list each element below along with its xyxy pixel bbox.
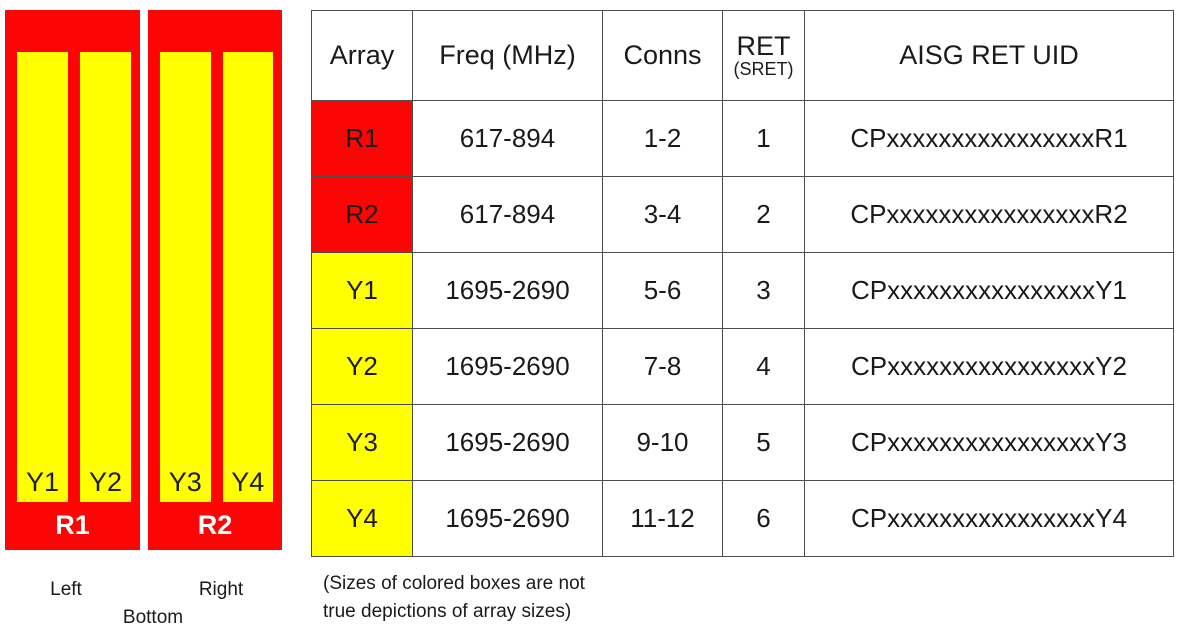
array-bar-label-y4: Y4	[231, 467, 265, 497]
array-bar-label-y2: Y2	[88, 467, 123, 497]
table-row	[312, 177, 1174, 253]
cell-ret: 2	[723, 177, 805, 253]
orientation-label-bottom: Bottom	[122, 607, 184, 628]
table-header-row	[312, 11, 1174, 101]
orientation-label-left: Left	[50, 579, 82, 600]
cell-uid: CPxxxxxxxxxxxxxxxxY2	[805, 329, 1174, 405]
col-header-array: Array	[312, 11, 413, 101]
array-bar-label-y1: Y1	[25, 467, 60, 497]
size-disclaimer-note	[323, 570, 585, 626]
cell-conns: 9-10	[603, 405, 723, 481]
cell-ret: 4	[723, 329, 805, 405]
col-header-uid: AISG RET UID	[805, 11, 1174, 101]
size-disclaimer-line2: true depictions of array sizes)	[323, 601, 572, 622]
array-bars-r1	[17, 52, 131, 502]
ret-spec-table	[311, 10, 1174, 557]
col-header-conns: Conns	[603, 11, 723, 101]
cell-conns: 7-8	[603, 329, 723, 405]
cell-freq: 1695-2690	[413, 253, 603, 329]
table-row	[312, 253, 1174, 329]
antenna-panel-r2	[148, 10, 282, 550]
array-bars-r2	[160, 52, 273, 502]
array-bar-y3	[160, 52, 211, 502]
cell-array: Y4	[312, 481, 413, 557]
cell-freq: 617-894	[413, 177, 603, 253]
cell-conns: 5-6	[603, 253, 723, 329]
cell-conns: 1-2	[603, 101, 723, 177]
orientation-label-right: Right	[198, 579, 244, 600]
array-bar-label-y3: Y3	[168, 467, 202, 497]
array-bar-y1	[17, 52, 68, 502]
cell-ret: 3	[723, 253, 805, 329]
cell-conns: 11-12	[603, 481, 723, 557]
table-row	[312, 481, 1174, 557]
size-disclaimer-line1: (Sizes of colored boxes are not	[323, 573, 585, 594]
table-row	[312, 101, 1174, 177]
cell-uid: CPxxxxxxxxxxxxxxxxR1	[805, 101, 1174, 177]
cell-freq: 1695-2690	[413, 481, 603, 557]
panel-label-r2: R2	[197, 510, 233, 540]
table-row	[312, 405, 1174, 481]
cell-array: R1	[312, 101, 413, 177]
col-header-ret-sub: (SRET)	[733, 59, 794, 79]
panel-label-r1: R1	[55, 510, 90, 540]
cell-uid: CPxxxxxxxxxxxxxxxxY3	[805, 405, 1174, 481]
col-header-ret	[723, 11, 805, 101]
col-header-ret-main: RET	[736, 31, 791, 61]
cell-ret: 1	[723, 101, 805, 177]
cell-array: R2	[312, 177, 413, 253]
array-bar-y4	[223, 52, 274, 502]
cell-freq: 617-894	[413, 101, 603, 177]
cell-array: Y3	[312, 405, 413, 481]
cell-freq: 1695-2690	[413, 405, 603, 481]
cell-uid: CPxxxxxxxxxxxxxxxxY4	[805, 481, 1174, 557]
col-header-freq: Freq (MHz)	[413, 11, 603, 101]
cell-ret: 6	[723, 481, 805, 557]
cell-ret: 5	[723, 405, 805, 481]
table-row	[312, 329, 1174, 405]
array-bar-y2	[80, 52, 131, 502]
cell-array: Y2	[312, 329, 413, 405]
cell-uid: CPxxxxxxxxxxxxxxxxY1	[805, 253, 1174, 329]
antenna-panel-r1	[5, 10, 140, 550]
cell-uid: CPxxxxxxxxxxxxxxxxR2	[805, 177, 1174, 253]
cell-freq: 1695-2690	[413, 329, 603, 405]
cell-array: Y1	[312, 253, 413, 329]
cell-conns: 3-4	[603, 177, 723, 253]
